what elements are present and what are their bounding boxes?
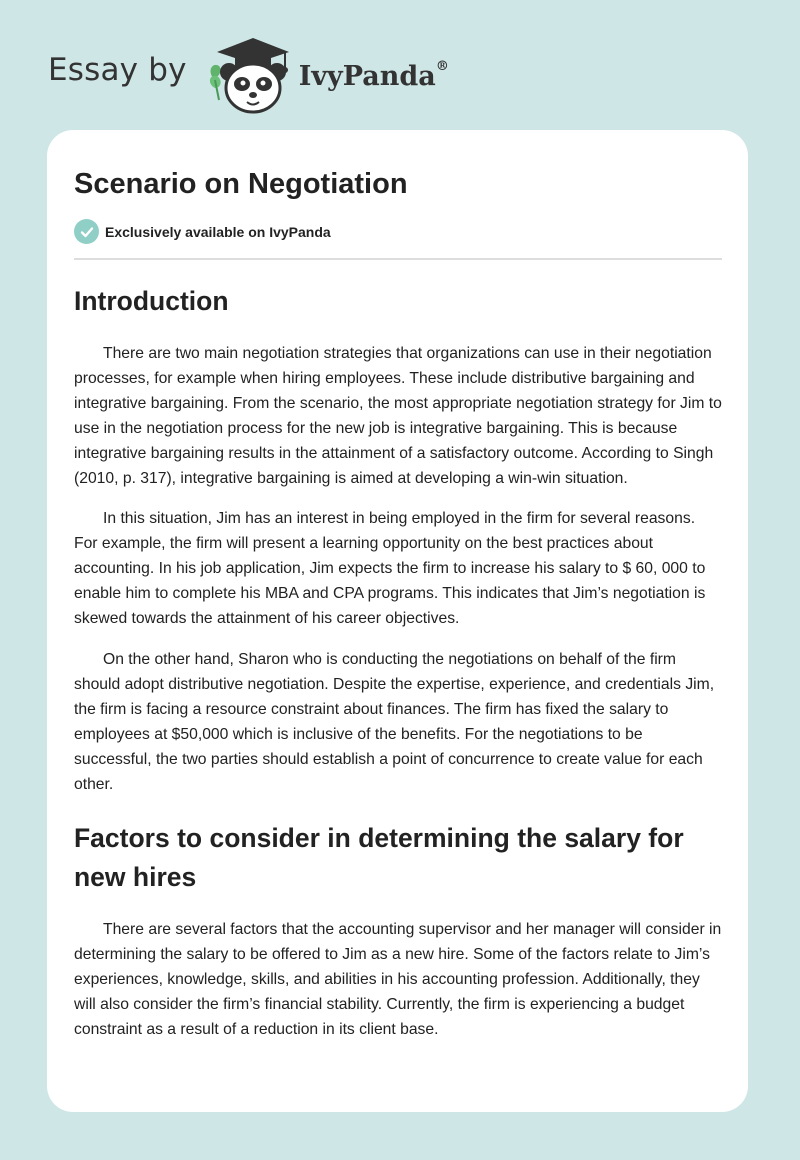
essay-card bbox=[47, 130, 748, 1112]
brand-header bbox=[48, 34, 449, 114]
paragraph: There are several factors that the accounting supervisor and her manager will consider in determining the salary to be offered to Jim as a new hire. Some of the factors relate to Jim’s experiences, knowledge, skills, and abilities in his accounting profession. Additionally, they will also consider the firm’s financial stability. Currently, the firm is experiencing a budget constraint as a result of a reduction in its client base. bbox=[74, 921, 722, 1039]
brand-name: IvyPanda® bbox=[298, 58, 449, 92]
checkmark-icon bbox=[74, 219, 99, 244]
registered-mark: ® bbox=[435, 58, 449, 74]
paragraph: On the other hand, Sharon who is conducting the negotiations on behalf of the firm should adopt distributive negotiation. Despite the expertise, experience, and credentials Jim, the firm is facing a resource constraint about finances. The firm has fixed the salary to employees at $50,000 which is inclusive of the benefits. For the negotiations to be successful, the two parties should establish a point of concurrence to create value for each other. bbox=[74, 650, 715, 793]
paragraph: There are two main negotiation strategies that organizations can use in their negotiation processes, for example when hiring employees. These include distributive bargaining and integrative bargaining. From the scenario, the most appropriate negotiation strategy for Jim to use in the negotiation process for the new job is integrative bargaining. This is because integrative bargaining results in the attainment of a satisfactory outcome. According to Singh (2010, p. 317), integrative bargaining is aimed at developing a win-win situation. bbox=[74, 345, 722, 487]
paragraph: In this situation, Jim has an interest in being employed in the firm for several reasons. For example, the firm will present a learning opportunity on the best practices about accounting. In his job application, Jim expects the firm to increase his salary to $ 60, 000 to enable him to complete his MBA and CPA programs. This indicates that Jim’s negotiation is skewed towards the attainment of his career objectives. bbox=[74, 510, 706, 628]
exclusive-badge bbox=[74, 219, 722, 244]
section-heading-factors: Factors to consider in determining the salary for new hires bbox=[74, 823, 684, 893]
exclusive-badge-label: Exclusively available on IvyPanda bbox=[105, 223, 331, 240]
essay-title: Scenario on Negotiation bbox=[74, 168, 408, 200]
essay-by-label: Essay by bbox=[48, 52, 187, 88]
panda-logo-icon bbox=[205, 34, 295, 114]
divider bbox=[74, 258, 722, 260]
section-heading-introduction: Introduction bbox=[74, 286, 229, 316]
